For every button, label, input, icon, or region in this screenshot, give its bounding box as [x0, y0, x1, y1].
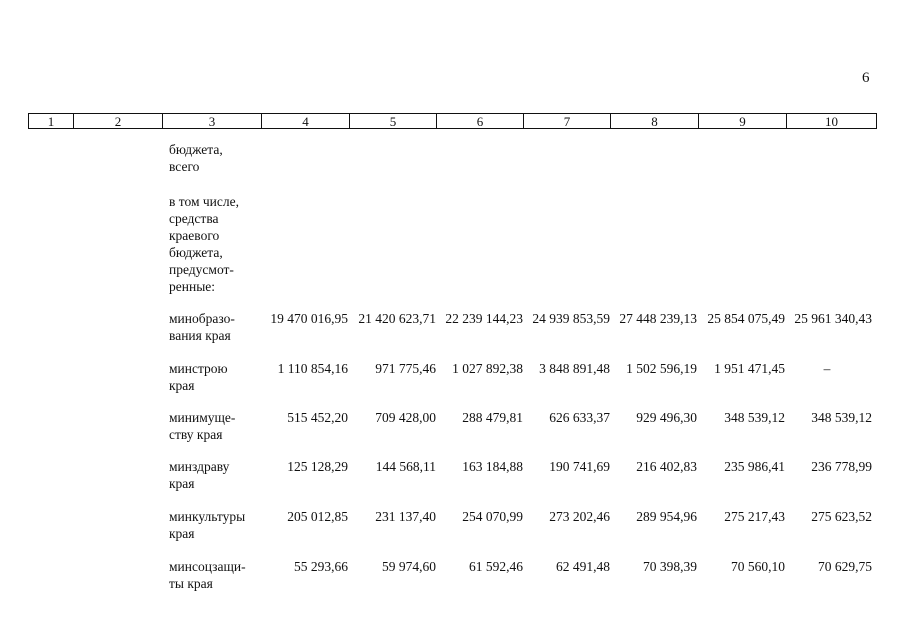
row-health-col-5: 144 568,11 [375, 459, 436, 474]
row-social-col-5: 59 974,60 [382, 559, 436, 574]
row-construction-col-9: 1 951 471,45 [714, 361, 785, 376]
row-construction-col-5: 971 775,46 [375, 361, 436, 376]
row-label-education: минобразо- вания края [169, 311, 235, 343]
row-education-col-7: 24 939 853,59 [532, 311, 610, 326]
row-education-col-6: 22 239 144,23 [445, 311, 523, 326]
row-construction-col-7: 3 848 891,48 [539, 361, 610, 376]
row-health-col-7: 190 741,69 [549, 459, 610, 474]
row-education-col-9: 25 854 075,49 [707, 311, 785, 326]
row-label-construction: минстрою края [169, 361, 228, 393]
header-col-9: 9 [699, 114, 787, 129]
row-construction-col-8: 1 502 596,19 [626, 361, 697, 376]
row-construction-col-4: 1 110 854,16 [277, 361, 348, 376]
row-label-property: минимуще- ству края [169, 410, 236, 442]
row-education-col-8: 27 448 239,13 [619, 311, 697, 326]
row-health-col-6: 163 184,88 [462, 459, 523, 474]
row-construction-col-6: 1 027 892,38 [452, 361, 523, 376]
row-label-social: минсоцзащи- ты края [169, 559, 246, 591]
page-number: 6 [862, 70, 870, 86]
header-col-1: 1 [29, 114, 74, 129]
row-social-col-6: 61 592,46 [469, 559, 523, 574]
row-property-col-6: 288 479,81 [462, 410, 523, 425]
including-regional-label: в том числе, средства краевого бюджета, предусмот- ренные: [169, 194, 239, 294]
row-construction-col-10: – [823, 361, 831, 376]
row-property-col-9: 348 539,12 [724, 410, 785, 425]
row-property-col-5: 709 428,00 [375, 410, 436, 425]
row-health-col-10: 236 778,99 [811, 459, 872, 474]
column-number-header [28, 113, 877, 129]
row-social-col-7: 62 491,48 [556, 559, 610, 574]
row-property-col-4: 515 452,20 [287, 410, 348, 425]
row-property-col-7: 626 633,37 [549, 410, 610, 425]
header-col-5: 5 [350, 114, 437, 129]
row-social-col-9: 70 560,10 [731, 559, 785, 574]
row-culture-col-7: 273 202,46 [549, 509, 610, 524]
row-health-col-8: 216 402,83 [636, 459, 697, 474]
header-col-3: 3 [163, 114, 262, 129]
row-social-col-4: 55 293,66 [294, 559, 348, 574]
row-education-col-5: 21 420 623,71 [358, 311, 436, 326]
header-col-7: 7 [524, 114, 611, 129]
header-col-10: 10 [787, 114, 877, 129]
row-label-health: минздраву края [169, 459, 230, 491]
header-col-6: 6 [437, 114, 524, 129]
row-property-col-8: 929 496,30 [636, 410, 697, 425]
row-health-col-9: 235 986,41 [724, 459, 785, 474]
row-culture-col-4: 205 012,85 [287, 509, 348, 524]
row-social-col-10: 70 629,75 [818, 559, 872, 574]
row-social-col-8: 70 398,39 [643, 559, 697, 574]
row-culture-col-8: 289 954,96 [636, 509, 697, 524]
row-culture-col-6: 254 070,99 [462, 509, 523, 524]
budget-total-label: бюджета, всего [169, 142, 223, 174]
row-label-culture: минкультуры края [169, 509, 246, 541]
header-col-2: 2 [74, 114, 163, 129]
header-col-4: 4 [262, 114, 350, 129]
row-culture-col-9: 275 217,43 [724, 509, 785, 524]
row-culture-col-5: 231 137,40 [375, 509, 436, 524]
row-education-col-4: 19 470 016,95 [270, 311, 348, 326]
row-health-col-4: 125 128,29 [287, 459, 348, 474]
header-col-8: 8 [611, 114, 699, 129]
row-property-col-10: 348 539,12 [811, 410, 872, 425]
row-culture-col-10: 275 623,52 [811, 509, 872, 524]
row-education-col-10: 25 961 340,43 [794, 311, 872, 326]
